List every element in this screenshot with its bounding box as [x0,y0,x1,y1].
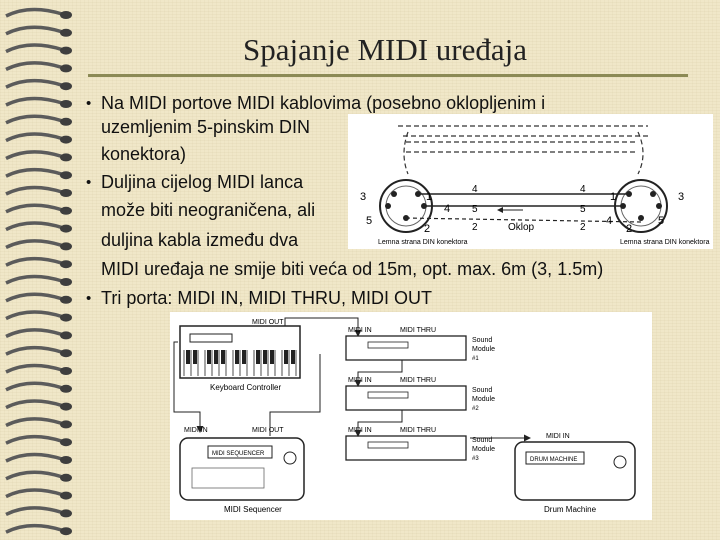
binding-hole-icon [60,47,72,55]
binding-ring-icon [6,437,62,444]
bullet-marker: • [86,290,92,307]
binding-hole-icon [60,438,72,446]
binding-hole-icon [60,527,72,535]
binding-ring-icon [6,383,62,390]
binding-hole-icon [60,492,72,500]
module-thru-label: MIDI THRU [400,377,437,384]
module-in-label: MIDI IN [348,327,372,334]
binding-hole-icon [60,331,72,339]
bullet-3-line-1: Tri porta: MIDI IN, MIDI THRU, MIDI OUT [101,288,433,308]
pin-label: 2 [424,223,431,235]
binding-hole-icon [60,349,72,357]
binding-ring-icon [6,508,62,515]
binding-ring-icon [6,223,62,230]
wire-label: 5 [472,204,478,215]
binding-ring-icon [6,365,62,372]
module-number: #1 [472,356,479,362]
drum-in-label: MIDI IN [546,433,570,440]
binding-ring-icon [6,116,62,123]
module-thru-label: MIDI THRU [400,427,437,434]
binding-ring-icon [6,259,62,266]
binding-hole-icon [60,456,72,464]
binding-ring-icon [6,152,62,159]
bullet-marker: • [86,95,92,112]
binding-hole-icon [60,420,72,428]
midi-cable-wiring-diagram [348,114,713,249]
binding-ring-icon [6,81,62,88]
shield-label: Oklop [508,222,535,233]
binding-ring-icon [6,170,62,177]
pin-label: 4 [606,215,613,227]
binding-ring-icon [6,401,62,408]
wire-label: 2 [472,222,478,233]
midi-sequencer [180,438,304,500]
binding-hole-icon [60,11,72,19]
pin-label: 2 [626,223,633,235]
binding-ring-icon [6,419,62,426]
sequencer-out-label: MIDI OUT [252,427,284,434]
binding-hole-icon [60,278,72,286]
pin-label: 5 [658,215,665,227]
binding-hole-icon [60,153,72,161]
drum-label: Drum Machine [544,505,597,514]
sound-module [346,386,466,410]
binding-ring-icon [6,45,62,52]
binding-ring-icon [6,9,62,16]
binding-ring-icon [6,27,62,34]
bullet-1-line-3: konektora) [101,144,187,164]
binding-ring-icon [6,98,62,105]
binding-hole-icon [60,82,72,90]
sound-module [346,436,466,460]
sequencer-screen: MIDI SEQUENCER [212,451,265,457]
wire-label: 5 [580,204,586,215]
binding-hole-icon [60,100,72,108]
drum-machine [515,442,635,500]
pin-label: 3 [678,191,685,203]
module-in-label: MIDI IN [348,427,372,434]
binding-hole-icon [60,189,72,197]
right-connector-caption: Lemna strana DIN konektora [620,239,710,246]
slide-title: Spajanje MIDI uređaja [242,32,528,67]
bullet-2-line-2: može biti neograničena, ali [101,200,316,220]
module-name: Sound [472,337,493,344]
binding-hole-icon [60,509,72,517]
binding-ring-icon [6,472,62,479]
module-name: Module [472,396,495,403]
sound-module [346,336,466,360]
binding-ring-icon [6,330,62,337]
wire-label: 2 [580,222,586,233]
binding-ring-icon [6,276,62,283]
binding-hole-icon [60,136,72,144]
module-name: Module [472,346,495,353]
binding-hole-icon [60,225,72,233]
sequencer-in-label: MIDI IN [184,427,208,434]
binding-hole-icon [60,367,72,375]
binding-ring-icon [6,205,62,212]
binding-hole-icon [60,29,72,37]
module-number: #3 [472,456,479,462]
binding-hole-icon [60,242,72,250]
binding-hole-icon [60,118,72,126]
bullet-2-line-1: Duljina cijelog MIDI lanca [101,172,304,192]
module-thru-label: MIDI THRU [400,327,437,334]
binding-ring-icon [6,241,62,248]
wire-label: 4 [472,184,478,195]
binding-ring-icon [6,63,62,70]
binding-ring-icon [6,490,62,497]
module-name: Sound [472,387,493,394]
module-number: #2 [472,406,479,412]
module-name: Sound [472,437,493,444]
midi-chain-diagram [170,312,652,520]
pin-label: 5 [366,215,373,227]
binding-ring-icon [6,526,62,533]
binding-hole-icon [60,64,72,72]
pin-label: 1 [610,191,617,203]
binding-hole-icon [60,260,72,268]
bullet-2-line-3: duljina kabla između dva [101,230,299,250]
binding-hole-icon [60,296,72,304]
left-connector-caption: Lemna strana DIN konektora [378,239,468,246]
binding-hole-icon [60,385,72,393]
keyboard-label: Keyboard Controller [210,383,282,392]
pin-label: 3 [360,191,367,203]
binding-ring-icon [6,187,62,194]
bullet-1-line-1: Na MIDI portove MIDI kablovima (posebno oklopljenim i [101,93,546,113]
binding-ring-icon [6,134,62,141]
keyboard-port-label: MIDI OUT [252,319,284,326]
module-in-label: MIDI IN [348,377,372,384]
bullet-2-line-4: MIDI uređaja ne smije biti veća od 15m, opt. max. 6m (3, 1.5m) [101,259,604,279]
binding-ring-icon [6,348,62,355]
binding-hole-icon [60,403,72,411]
sequencer-label: MIDI Sequencer [224,505,282,514]
binding-ring-icon [6,312,62,319]
drum-screen: DRUM MACHINE [530,457,578,463]
keyboard-controller [180,326,300,378]
bullet-1-line-2: uzemljenim 5-pinskim DIN [101,117,311,137]
module-name: Module [472,446,495,453]
spiral-binding [0,0,80,540]
pin-label: 4 [444,203,451,215]
bullet-marker: • [86,174,92,191]
binding-ring-icon [6,454,62,461]
binding-hole-icon [60,314,72,322]
title-divider [88,74,688,77]
pin-label: 1 [426,191,433,203]
binding-hole-icon [60,474,72,482]
binding-hole-icon [60,171,72,179]
binding-ring-icon [6,294,62,301]
wire-label: 4 [580,184,586,195]
binding-hole-icon [60,207,72,215]
